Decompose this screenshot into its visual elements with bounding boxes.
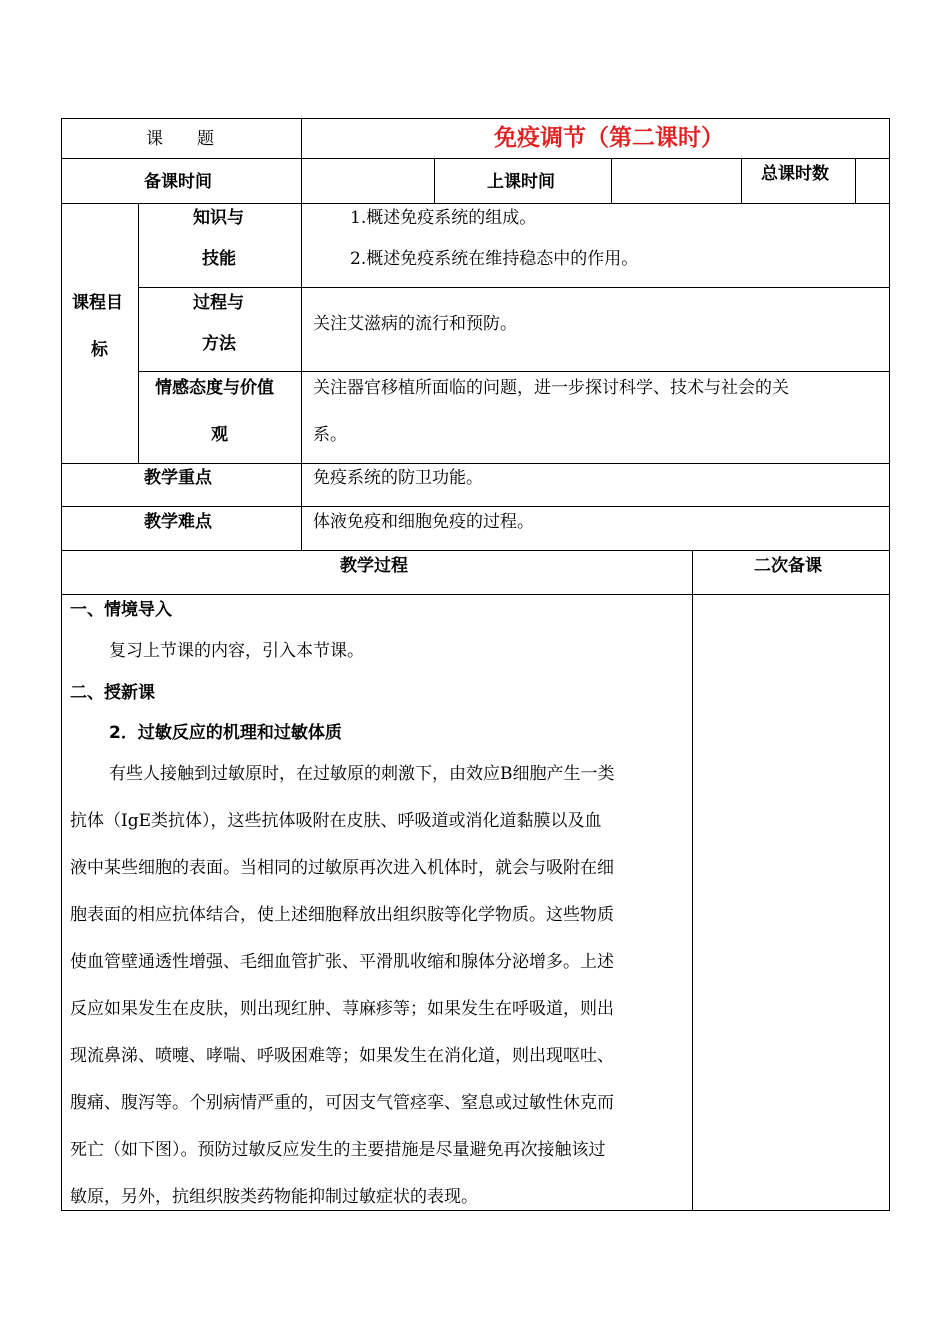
section-heading-intro: 一、情境导入 xyxy=(70,600,172,620)
paragraph-line: 使血管壁通透性增强、毛细血管扩张、平滑肌收缩和腺体分泌增多。上述 xyxy=(70,952,614,972)
row-divider xyxy=(61,550,890,551)
paragraph-line: 腹痛、腹泻等。个别病情严重的，可因支气管痉挛、窒息或过敏性休克而 xyxy=(70,1093,614,1113)
table-border-left xyxy=(61,118,62,1211)
objectives-label-cont: 标 xyxy=(91,340,108,360)
knowledge-label: 知识与 xyxy=(193,208,244,228)
paragraph-line: 胞表面的相应抗体结合，使上述细胞释放出组织胺等化学物质。这些物质 xyxy=(70,905,614,925)
paragraph-line: 敏原，另外，抗组织胺类药物能抑制过敏症状的表现。 xyxy=(70,1187,478,1207)
col-divider xyxy=(301,118,302,550)
table-border-top xyxy=(61,118,890,119)
prep-time-label: 备课时间 xyxy=(144,172,212,192)
intro-text: 复习上节课的内容，引入本节课。 xyxy=(109,641,364,661)
col-divider xyxy=(692,550,693,1211)
row-divider xyxy=(61,463,890,464)
emotion-label: 情感态度与价值 xyxy=(155,378,274,398)
paragraph-line: 死亡（如下图）。预防过敏反应发生的主要措施是尽量避免再次接触该过 xyxy=(70,1140,606,1160)
col-divider xyxy=(611,158,612,203)
paragraph-line: 反应如果发生在皮肤，则出现红肿、荨麻疹等；如果发生在呼吸道，则出 xyxy=(70,999,614,1019)
knowledge-item-2: 2.概述免疫系统在维持稳态中的作用。 xyxy=(350,249,639,269)
class-time-label: 上课时间 xyxy=(487,172,555,192)
key-point-text: 免疫系统的防卫功能。 xyxy=(313,468,483,488)
table-border-bottom xyxy=(61,1210,890,1211)
knowledge-label-cont: 技能 xyxy=(202,249,236,269)
difficulty-text: 体液免疫和细胞免疫的过程。 xyxy=(313,512,534,532)
paragraph-line: 抗体（IgE类抗体），这些抗体吸附在皮肤、呼吸道或消化道黏膜以及血 xyxy=(70,811,602,831)
subheading-allergy: 2．过敏反应的机理和过敏体质 xyxy=(109,723,342,743)
emotion-label-cont: 观 xyxy=(211,425,228,445)
paragraph-line: 现流鼻涕、喷嚏、哮喘、呼吸困难等；如果发生在消化道，则出现呕吐、 xyxy=(70,1046,614,1066)
key-point-label: 教学重点 xyxy=(144,468,212,488)
col-divider xyxy=(138,203,139,463)
process-label-cont: 方法 xyxy=(202,334,236,354)
objectives-label: 课程目 xyxy=(72,293,123,313)
col-divider xyxy=(434,158,435,203)
col-divider xyxy=(855,158,856,203)
process-label: 过程与 xyxy=(193,293,244,313)
row-divider xyxy=(61,506,890,507)
second-prep-header: 二次备课 xyxy=(754,556,822,576)
page-title: 免疫调节（第二课时） xyxy=(494,125,724,151)
row-divider xyxy=(138,287,890,288)
table-border-right xyxy=(889,118,890,1211)
row-divider xyxy=(138,371,890,372)
row-divider xyxy=(61,203,890,204)
section-heading-new-lesson: 二、授新课 xyxy=(70,683,155,703)
process-text: 关注艾滋病的流行和预防。 xyxy=(313,314,517,334)
total-hours-label: 总课时数 xyxy=(761,164,829,184)
topic-label: 课 题 xyxy=(146,129,214,149)
emotion-text-cont: 系。 xyxy=(313,425,347,445)
row-divider xyxy=(61,158,890,159)
teaching-process-header: 教学过程 xyxy=(340,556,408,576)
knowledge-item-1: 1.概述免疫系统的组成。 xyxy=(350,208,537,228)
paragraph-line: 液中某些细胞的表面。当相同的过敏原再次进入机体时，就会与吸附在细 xyxy=(70,858,614,878)
difficulty-label: 教学难点 xyxy=(144,512,212,532)
col-divider xyxy=(741,158,742,203)
row-divider xyxy=(61,594,890,595)
paragraph-line: 有些人接触到过敏原时，在过敏原的刺激下，由效应B细胞产生一类 xyxy=(109,764,615,784)
emotion-text: 关注器官移植所面临的问题，进一步探讨科学、技术与社会的关 xyxy=(313,378,789,398)
